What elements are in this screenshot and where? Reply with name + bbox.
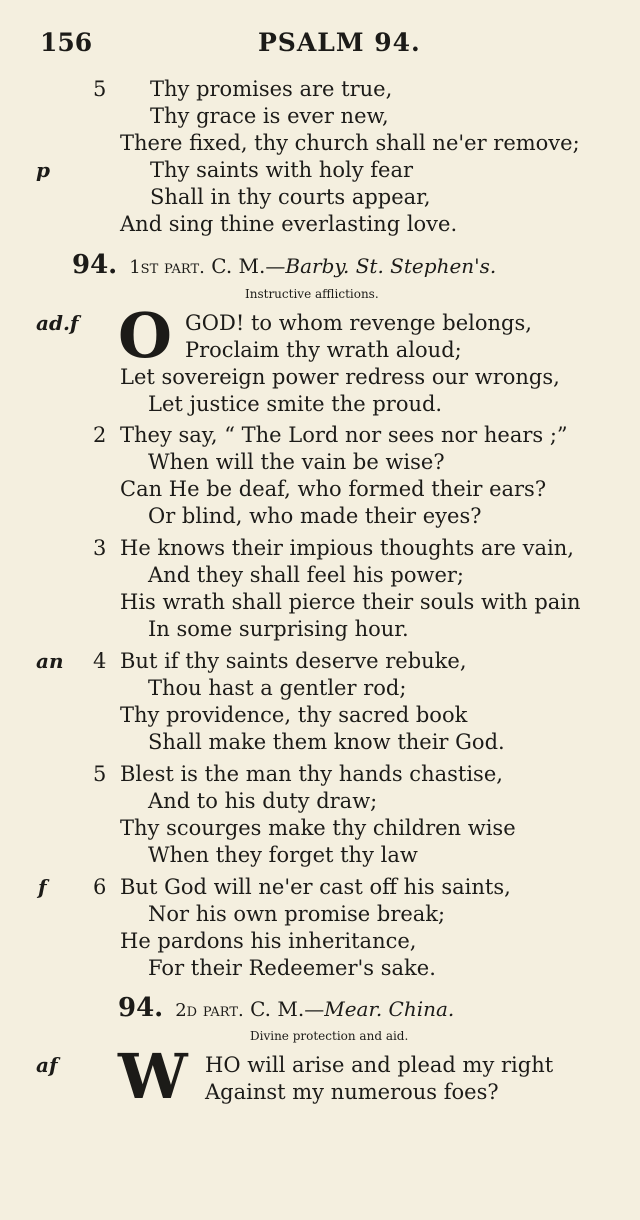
drop-cap: O	[118, 299, 173, 372]
verse-line: Thou hast a gentler rod;	[148, 676, 407, 700]
hymn-part: 1st part.	[129, 257, 205, 278]
verse-number: 2	[93, 423, 107, 447]
verse-line: Proclaim thy wrath aloud;	[185, 338, 462, 362]
hymn-meter: C. M.—	[211, 254, 286, 278]
verse-line: But God will ne'er cast off his saints,	[120, 875, 511, 899]
dynamics-mark: f	[38, 875, 47, 899]
verse-line: Thy promises are true,	[150, 77, 393, 101]
dynamics-mark: p	[36, 158, 50, 182]
verse-line: He knows their impious thoughts are vain,	[120, 536, 574, 560]
verse-line: Thy grace is ever new,	[150, 104, 389, 128]
verse-line: Thy providence, thy sacred book	[120, 703, 468, 727]
verse-line: When will the vain be wise?	[148, 450, 445, 474]
verse-line: Against my numerous foes?	[205, 1080, 499, 1104]
verse-line: They say, “ The Lord nor sees nor hears ;”	[120, 423, 568, 447]
hymn-tunes: Mear. China.	[324, 997, 455, 1021]
page-number: 156	[40, 28, 93, 57]
verse-line: Thy saints with holy fear	[150, 158, 414, 182]
verse-line: Let sovereign power redress our wrongs,	[120, 365, 560, 389]
hymn-subtitle: Instructive afflictions.	[245, 287, 379, 301]
verse-number: 4	[93, 649, 107, 673]
hymn-part: 2d part.	[175, 1000, 244, 1021]
verse-line: Blest is the man thy hands chastise,	[120, 762, 503, 786]
hymn-tunes: Barby. St. Stephen's.	[285, 254, 497, 278]
verse-line: Thy scourges make thy children wise	[120, 816, 516, 840]
verse-line: Can He be deaf, who formed their ears?	[120, 477, 547, 501]
hymn-heading	[72, 252, 496, 281]
verse-line: And they shall feel his power;	[148, 563, 464, 587]
hymn-number: 94.	[72, 250, 118, 280]
verse-line: There fixed, thy church shall ne'er remove;	[120, 131, 580, 155]
verse-line: And sing thine everlasting love.	[120, 212, 458, 236]
hymn-meter: C. M.—	[250, 997, 325, 1021]
verse-line: Nor his own promise break;	[148, 902, 446, 926]
verse-line: Let justice smite the proud.	[148, 392, 443, 416]
verse-line: HO will arise and plead my right	[205, 1053, 554, 1077]
verse-line: And to his duty draw;	[148, 789, 378, 813]
verse-line: When they forget thy law	[148, 843, 418, 867]
verse-line: Shall in thy courts appear,	[150, 185, 431, 209]
verse-line: But if thy saints deserve rebuke,	[120, 649, 467, 673]
hymn-heading	[118, 995, 454, 1024]
hymn-subtitle: Divine protection and aid.	[250, 1029, 409, 1043]
verse-number: 5	[93, 762, 107, 786]
verse-line: In some surprising hour.	[148, 617, 409, 641]
running-title: PSALM 94.	[258, 28, 421, 57]
dynamics-mark: ad.f	[36, 311, 79, 335]
hymn-number: 94.	[118, 993, 164, 1023]
drop-cap: W	[118, 1040, 188, 1113]
dynamics-mark: af	[36, 1053, 58, 1077]
verse-number: 6	[93, 875, 107, 899]
verse-line: For their Redeemer's sake.	[148, 956, 436, 980]
dynamics-mark: an	[36, 649, 64, 673]
verse-line: GOD! to whom revenge belongs,	[185, 311, 532, 335]
verse-line: He pardons his inheritance,	[120, 929, 417, 953]
verse-number: 5	[93, 77, 107, 101]
verse-line: Or blind, who made their eyes?	[148, 504, 482, 528]
page-header	[0, 28, 640, 64]
verse-number: 3	[93, 536, 107, 560]
verse-line: His wrath shall pierce their souls with pain	[120, 590, 581, 614]
verse-line: Shall make them know their God.	[148, 730, 505, 754]
